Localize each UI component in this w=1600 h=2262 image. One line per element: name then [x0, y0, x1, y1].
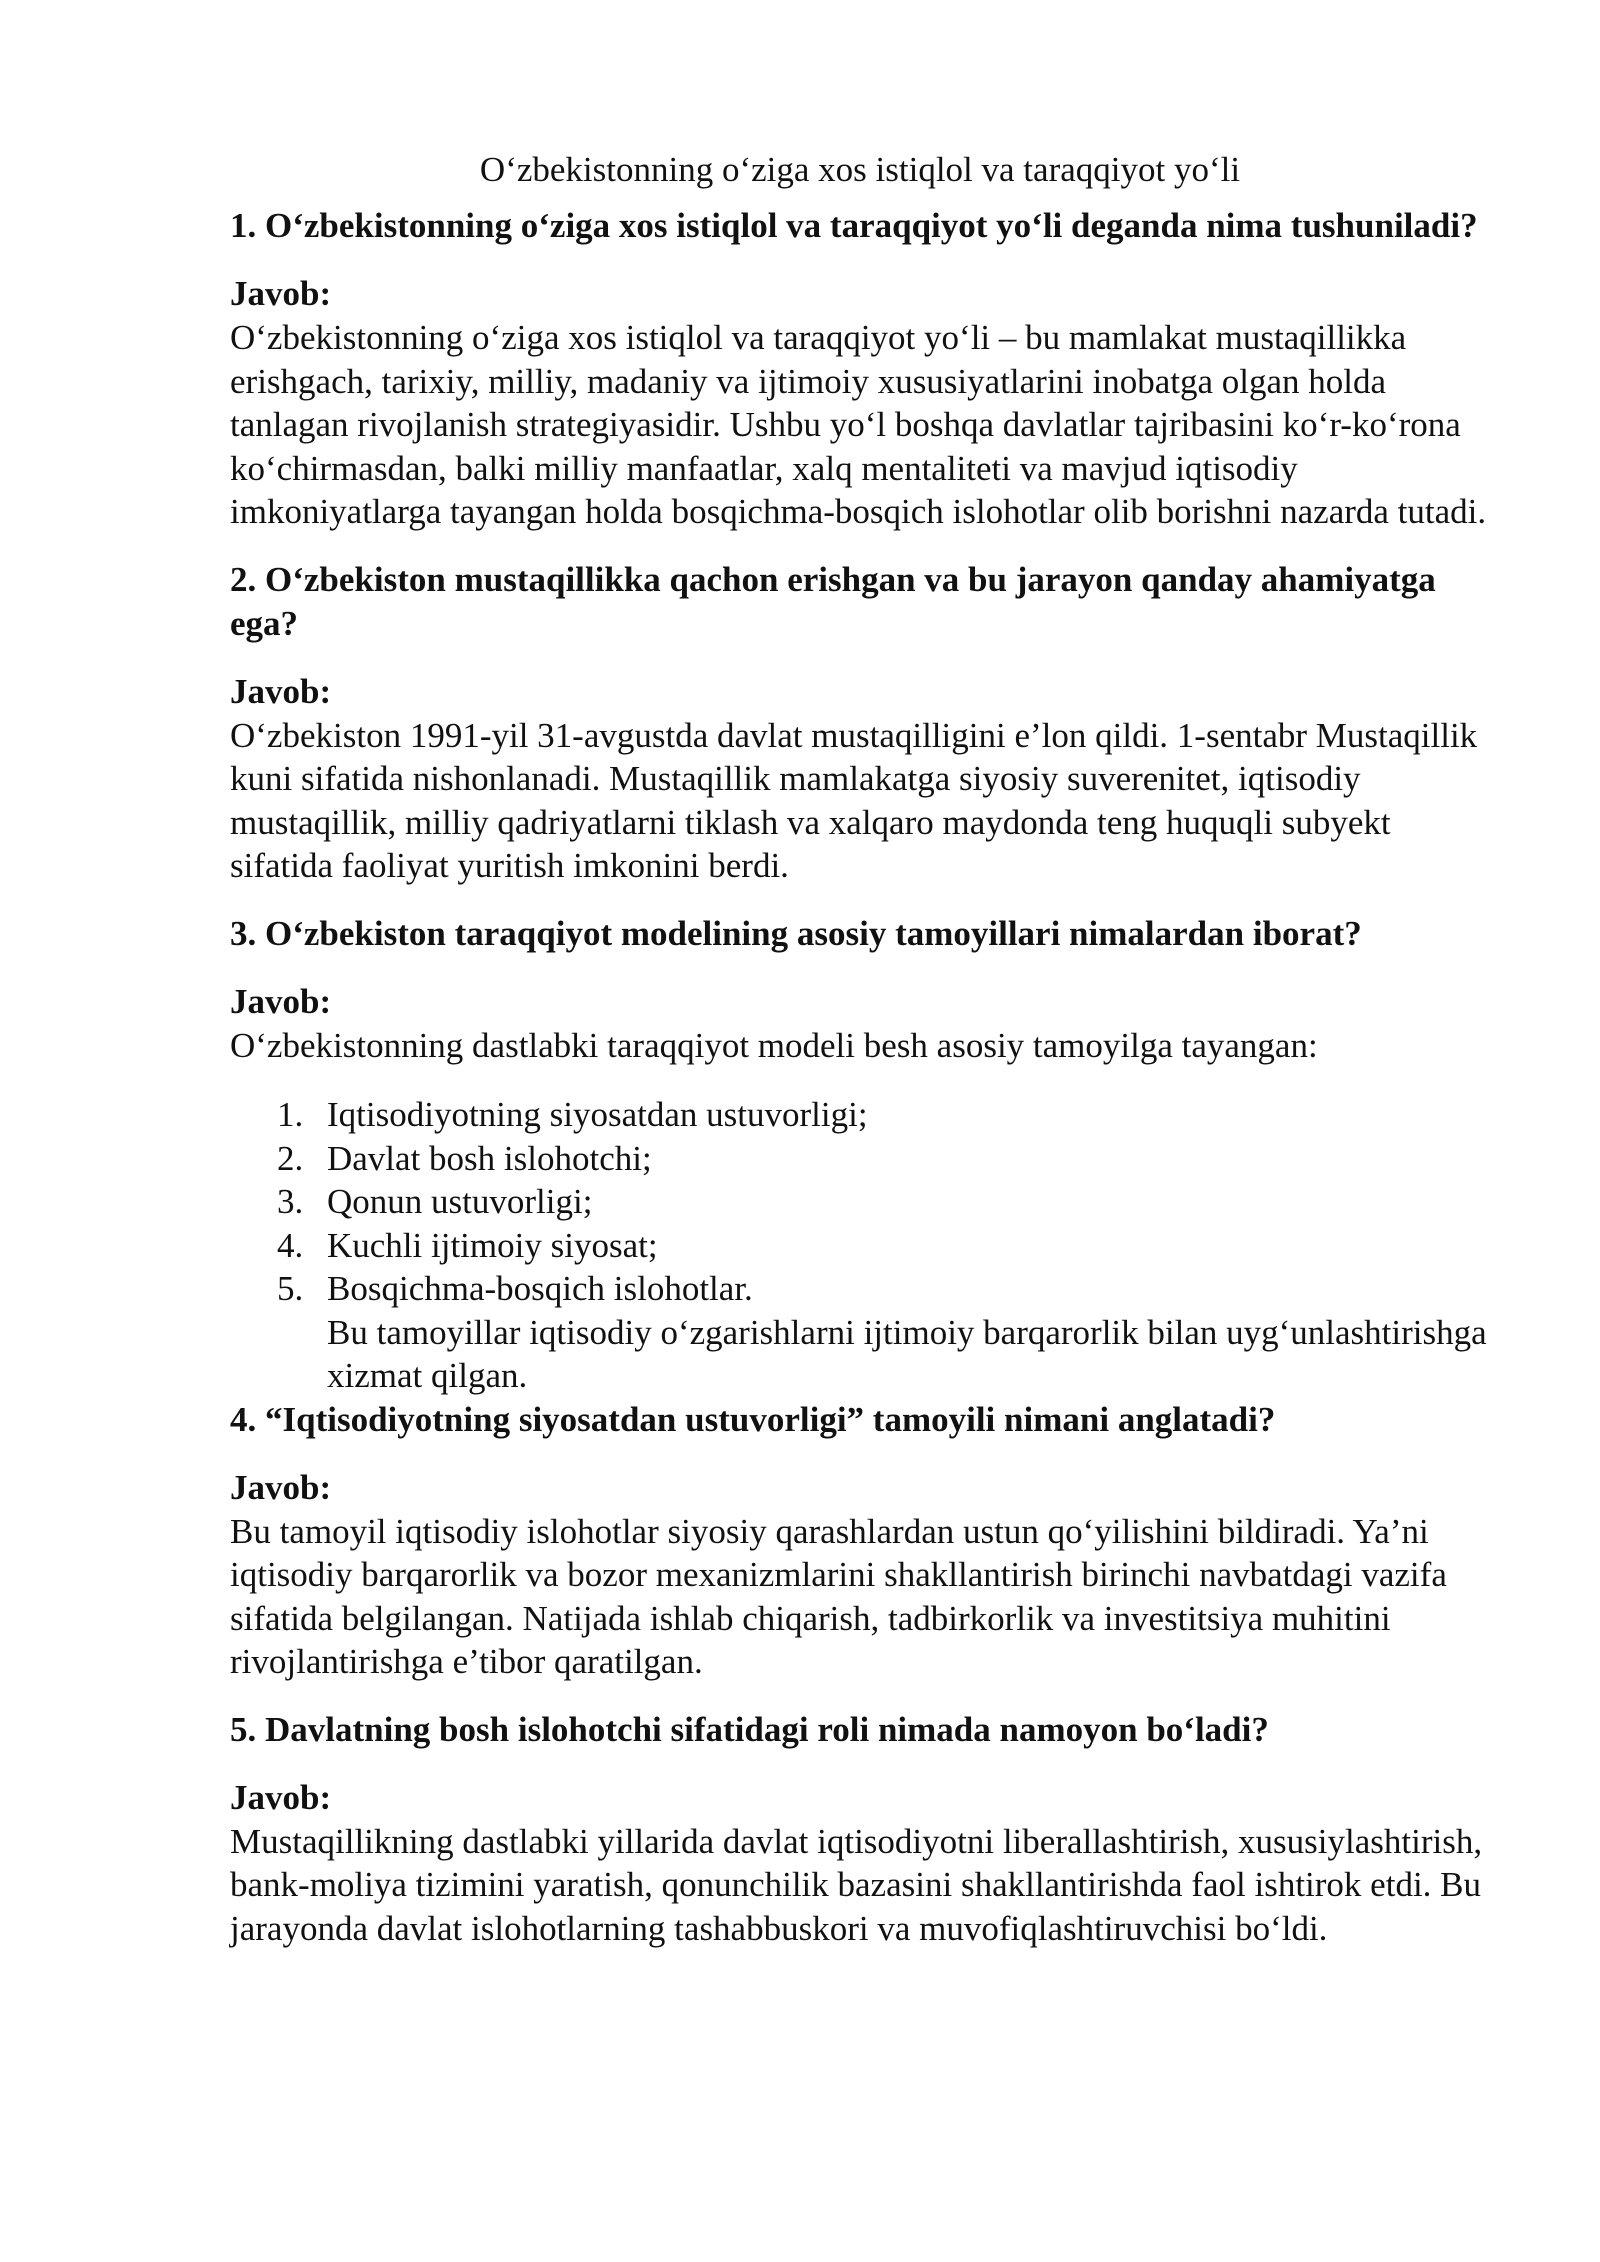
- list-item: [277, 1224, 1500, 1268]
- list-item-text: Davlat bosh islohotchi;: [327, 1138, 652, 1178]
- question-4: 4. “Iqtisodiyotning siyosatdan ustuvorligi” tamoyili nimani anglatadi?: [230, 1399, 1276, 1439]
- list-item-text: Kuchli ijtimoiy siyosat;: [327, 1225, 658, 1265]
- list-item-text: Qonun ustuvorligi;: [327, 1182, 593, 1221]
- qa-item-5: [230, 1708, 1500, 1951]
- qa-item-4: [230, 1398, 1500, 1684]
- list-item-number: 4.: [277, 1225, 304, 1265]
- list-item: [277, 1267, 1500, 1311]
- answer-label-1: Javob:: [230, 274, 332, 313]
- list-item: [277, 1180, 1500, 1224]
- answer-2: Oʻzbekiston 1991-yil 31-avgustda davlat mustaqilligini e’lon qildi. 1-sentabr Mustaqillik kuni sifatida nishonlanadi. Mustaqillik mamlakatga siyosiy suverenitet, iqtisodiy mustaqillik, milliy qadriyatlarni tiklash va xalqaro maydonda teng huquqli subyekt sifatida faoliyat yuritish imkonini berdi.: [230, 715, 1478, 885]
- document-title: Oʻzbekistonning oʻziga xos istiqlol va taraqqiyot yoʻli: [479, 150, 1241, 189]
- question-2: 2. Oʻzbekiston mustaqillikka qachon erishgan va bu jarayon qanday ahamiyatga ega?: [230, 559, 1436, 643]
- answer-3: Oʻzbekistonning dastlabki taraqqiyot modeli besh asosiy tamoyilga tayangan:: [230, 1025, 1318, 1065]
- list-item-number: 5.: [277, 1269, 304, 1308]
- principles-summary: Bu tamoyillar iqtisodiy oʻzgarishlarni ijtimoiy barqarorlik bilan uygʻunlashtirishga xizmat qilgan.: [327, 1312, 1487, 1395]
- list-item: [277, 1137, 1500, 1181]
- answer-5: Mustaqillikning dastlabki yillarida davlat iqtisodiyotni liberallashtirish, xususiylashtirish, bank-moliya tizimini yaratish, qonunchilik bazasini shakllantirishda faol ishtirok etdi. Bu jarayonda davlat islohotlarning tashabbuskori va muvofiqlashtiruvchisi boʻldi.: [230, 1821, 1483, 1948]
- list-item-number: 3.: [277, 1182, 304, 1221]
- answer-4: Bu tamoyil iqtisodiy islohotlar siyosiy qarashlardan ustun qoʻyilishini bildiradi. Ya’ni iqtisodiy barqarorlik va bozor mexanizmlarini shakllantirish birinchi navbatdagi vazifa sifatida belgilangan. Natijada ishlab chiqarish, tadbirkorlik va investitsiya muhitini rivojlantirishga e’tibor qaratilgan.: [230, 1511, 1447, 1681]
- answer-label-2: Javob:: [230, 671, 332, 711]
- document-page: [230, 148, 1500, 1974]
- list-item-text: Bosqichma-bosqich islohotlar.: [327, 1269, 753, 1308]
- answer-label-3: Javob:: [230, 981, 332, 1021]
- qa-item-1: [230, 204, 1500, 534]
- question-3: 3. Oʻzbekiston taraqqiyot modelining asosiy tamoyillari nimalardan iborat?: [230, 913, 1362, 953]
- answer-1: Oʻzbekistonning oʻziga xos istiqlol va taraqqiyot yoʻli – bu mamlakat mustaqillikka erishgach, tarixiy, milliy, madaniy va ijtimoiy xususiyatlarini inobatga olgan holda tanlagan rivojlanish strategiyasidir. Ushbu yoʻl boshqa davlatlar tajribasini koʻr-koʻrona koʻchirmasdan, balki milliy manfaatlar, xalq mentaliteti va mavjud iqtisodiy imkoniyatlarga tayangan holda bosqichma-bosqich islohotlar olib borishni nazarda tutadi.: [230, 318, 1487, 531]
- answer-label-5: Javob:: [230, 1777, 332, 1817]
- question-5: 5. Davlatning bosh islohotchi sifatidagi roli nimada namoyon boʻladi?: [230, 1709, 1269, 1749]
- list-item-number: 1.: [277, 1095, 304, 1134]
- question-1: 1. Oʻzbekistonning oʻziga xos istiqlol va taraqqiyot yoʻli deganda nima tushuniladi?: [230, 206, 1478, 245]
- qa-item-2: [230, 558, 1500, 888]
- list-item: [277, 1093, 1500, 1137]
- principles-list: [230, 1093, 1500, 1311]
- answer-label-4: Javob:: [230, 1467, 332, 1507]
- list-item-number: 2.: [277, 1138, 304, 1178]
- list-item-text: Iqtisodiyotning siyosatdan ustuvorligi;: [327, 1095, 868, 1134]
- qa-item-3: [230, 912, 1500, 1398]
